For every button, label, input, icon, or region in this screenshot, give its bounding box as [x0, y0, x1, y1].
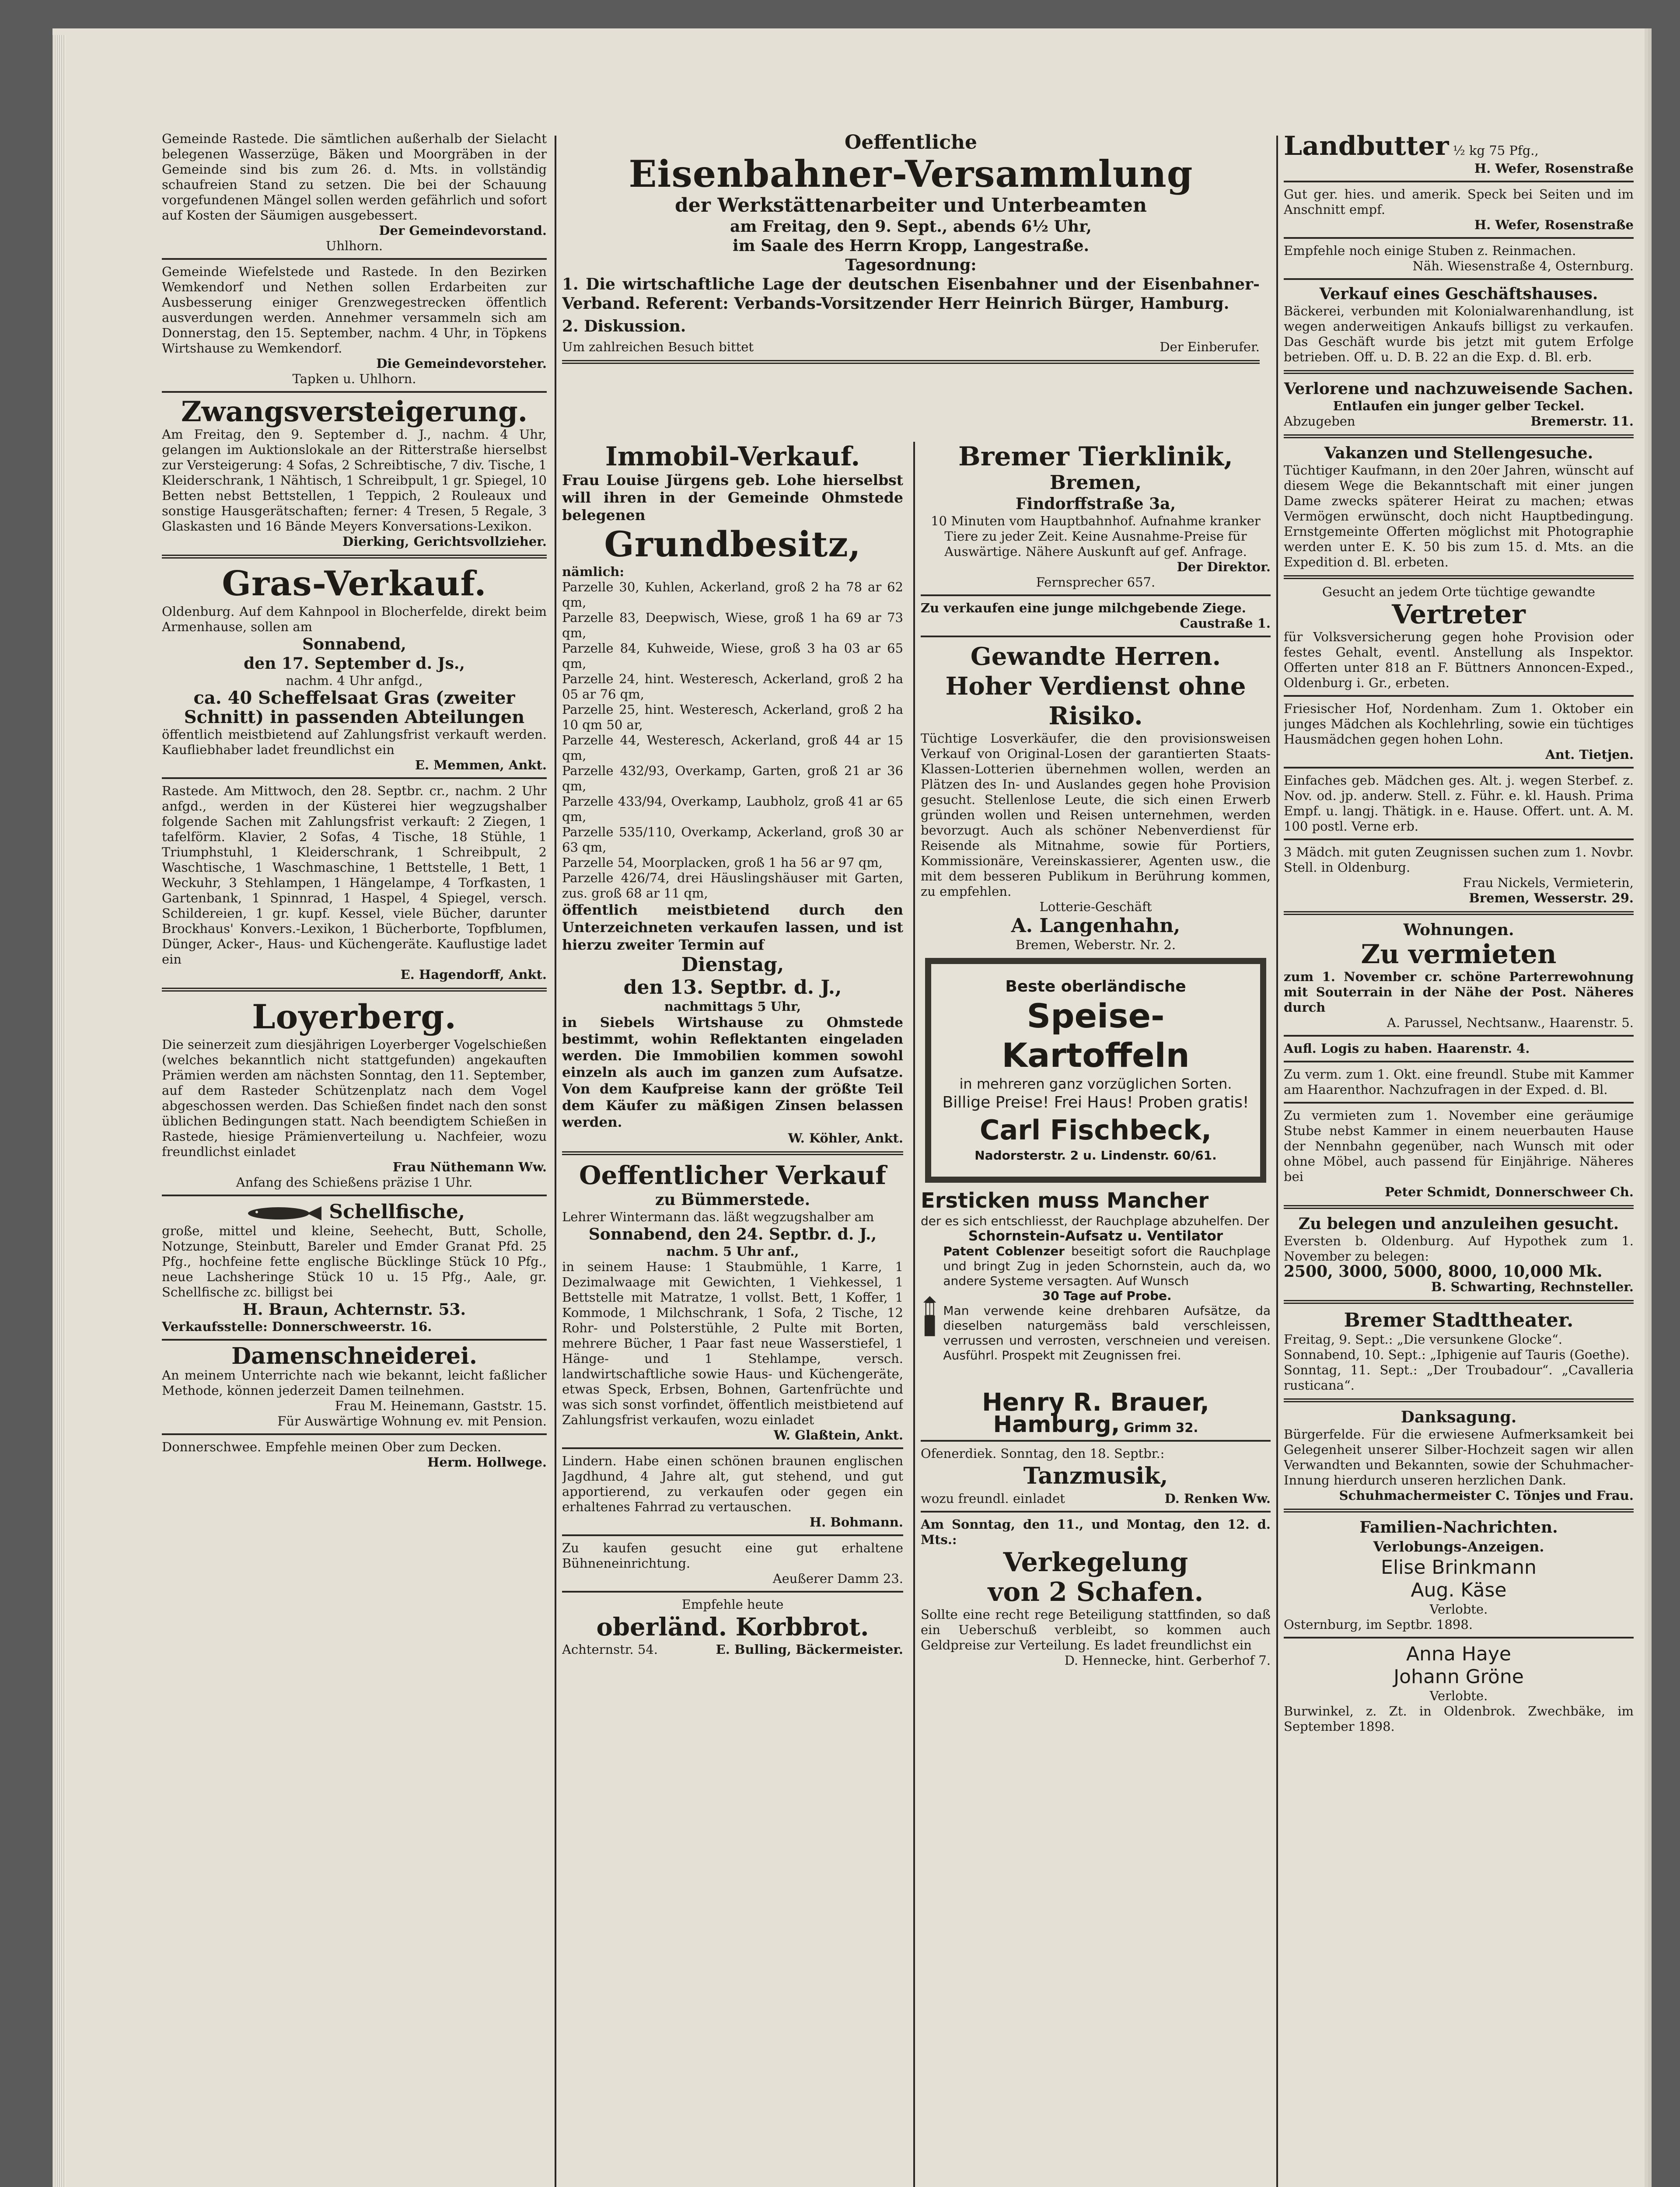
- ad-ersticken: Ersticken muss Mancher der es sich entschliesst, der Rauchplage abzuhelfen. Der Schornstein-Aufsatz u. Ventilator Patent Coblenzer beseitigt sofort die Rauchplage und bringt Zug in jeden Schornstein, auch da, wo andere Systeme versagten. Auf Wunsch 30 Tage auf Probe. Man verwende keine drehbaren Aufsätze, da dieselben naturgemäss bald verschleissen, verrussen und verrosten, verschneien und vereisen. Ausführl. Prospekt mit Zeugnissen frei. Henry R. Brauer, Hamburg, Grimm 32.: [921, 1188, 1271, 1438]
- ad-verkegelung: Am Sonntag, den 11., und Montag, den 12. d. Mts.: Verkegelung von 2 Schafen. Sollte eine recht rege Beteiligung stattfinden, so daß ein Ueberschuß verbleibt, so kommen auch Geldpreise zur Verteilung. Es ladet freundlichst ein D. Hennecke, hint. Gerberhof 7.: [921, 1517, 1271, 1668]
- column-rule: [555, 136, 556, 2187]
- list-item: Parzelle 25, hint. Westeresch, Ackerland, groß 2 ha 10 qm 50 ar,: [562, 702, 903, 732]
- ad-buehneneinrichtung: Zu kaufen gesucht eine gut erhaltene Bühneneinrichtung. Aeußerer Damm 23.: [562, 1541, 903, 1586]
- parcel-list: [562, 580, 903, 901]
- section-vakanzen: Vakanzen und Stellengesuche. Tüchtiger Kaufmann, in den 20er Jahren, wünscht auf diesem Wege die Bekanntschaft mit einer jungen Dame zwecks späterer Heirat zu machen; etwas Vermögen erwünscht, doch nicht Hauptbedingung. Ernstgemeinte Offerten möglichst mit Photographie werden unter E. K. 50 bis zum 15. d. Mts. an die Expedition d. Bl. erbeten.: [1284, 444, 1634, 569]
- ad-friesischer-hof: Friesischer Hof, Nordenham. Zum 1. Oktober ein junges Mädchen als Kochlehrling, sowie ein tüchtiges Hausmädchen gegen hohen Lohn. Ant. Tietjen.: [1284, 701, 1634, 762]
- ad-gewandte-herren: Gewandte Herren. Hoher Verdienst ohne Risiko. Tüchtige Losverkäufer, die den provisionsweisen Verkauf von Original-Losen der garantierten Staats-Klassen-Lotterien übernehmen wollen, werden an Plätzen des In- und Auslandes gegen hohe Provision gesucht. Stellenlose Leute, die sich einen Erwerb gründen wollen und Reisen unternehmen, werden bevorzugt. Auch als schöner Nebenverdienst für Reisende als Mitnahme, sowie für Portiers, Kommissionäre, Vereinskassierer, Agenten usw., die mit dem besseren Publikum in Berührung kommen, zu empfehlen. Lotterie-Geschäft A. Langenhahn, Bremen, Weberstr. Nr. 2.: [921, 642, 1271, 952]
- list-item: Parzelle 83, Deepwisch, Wiese, groß 1 ha 69 ar 73 qm,: [562, 610, 903, 640]
- ad-reinmachen: Empfehle noch einige Stuben z. Reinmachen. Näh. Wiesenstraße 4, Osternburg.: [1284, 243, 1634, 273]
- ad-3-maedchen: 3 Mädch. mit guten Zeugnissen suchen zum 1. Novbr. Stell. in Oldenburg. Frau Nickels, Vermieterin, Bremen, Wesserstr. 29.: [1284, 845, 1634, 905]
- section-verlorene-sachen: Verlorene und nachzuweisende Sachen. Entlaufen ein junger gelber Teckel. Abzugeben Bremerstr. 11.: [1284, 380, 1634, 429]
- ad-donnerschwee: Donnerschwee. Empfehle meinen Ober zum Decken. Herm. Hollwege.: [162, 1439, 547, 1470]
- list-item: Parzelle 30, Kuhlen, Ackerland, groß 2 ha 78 ar 62 qm,: [562, 580, 903, 610]
- ad-rastede-auction: Rastede. Am Mittwoch, den 28. Septbr. cr., nachm. 2 Uhr anfgd., werden in der Küsterei hier wegzugshalber folgende Sachen mit Zahlungsfrist verkauft: 2 Ziegen, 1 tafelförm. Klavier, 2 Sofas, 4 Tische, 18 Stühle, 1 Triumphstuhl, 1 Kleiderschrank, 1 Schreibpult, 2 Waschtische, 1 Waschmaschine, 1 Bettstelle, 1 Bett, 1 Weckuhr, 3 Stehlampen, 1 Hängelampe, 4 Torfkasten, 1 Gartenbank, 1 Spinnrad, 1 Haspel, 4 Spiegel, versch. Schildereien, 1 gr. kupf. Kessel, viele Bücher, darunter Brockhaus' Konvers.-Lexikon, 1 Bücherborte, Topfblumen, Dünger, Acker-, Haus- und Küchengeräte. Kauflustige ladet ein E. Hagendorff, Ankt.: [162, 783, 547, 982]
- list-item: Parzelle 433/94, Overkamp, Laubholz, groß 41 ar 65 qm,: [562, 794, 903, 824]
- chimney-ventilator-icon: [921, 1244, 939, 1388]
- ad-stube-2: Zu vermieten zum 1. November eine geräumige Stube nebst Kammer in einem neuerbauten Hause der Nennbahn gegenüber, nach Wunsch mit oder ohne Möbel, auch passend für Einjährige. Näheres bei Peter Schmidt, Donnerschweer Ch.: [1284, 1108, 1634, 1199]
- ad-gras-verkauf: Gras-Verkauf. Oldenburg. Auf dem Kahnpool in Blocherfelde, direkt beim Armenhause, sollen am Sonnabend, den 17. September d. Js., nachm. 4 Uhr anfgd., ca. 40 Scheffelsaat Gras (zweiter Schnitt) in passenden Abteilungen öffentlich meistbietend auf Zahlungsfrist verkauft werden. Kaufliebhaber ladet freundlichst ein E. Memmen, Ankt.: [162, 564, 547, 772]
- ad-vertreter: Gesucht an jedem Orte tüchtige gewandte Vertreter für Volksversicherung gegen hohe Provision oder festes Gehalt, eventl. Anstellung als Inspektor. Offerten unter 818 an F. Büttners Annoncen-Exped., Oldenburg i. Gr., erbeten.: [1284, 584, 1634, 690]
- section-familien-nachrichten: Familien-Nachrichten. Verlobungs-Anzeigen. Elise Brinkmann Aug. Käse Verlobte. Osternburg, im Septbr. 1898. Anna Haye Johann Gröne Verlobte. Burwinkel, z. Zt. in Oldenbrok. Zwechbäke, im September 1898.: [1284, 1518, 1634, 1734]
- column-3: [921, 442, 1271, 1672]
- ad-stadttheater: Bremer Stadttheater. Freitag, 9. Sept.: „Die versunkene Glocke“. Sonnabend, 10. Sept.: „Iphigenie auf Tauris (Goethe). Sonntag, 11. Sept.: „Der Troubadour“. „Cavalleria rusticana“.: [1284, 1309, 1634, 1393]
- ad-zwangsversteigerung: Zwangsversteigerung. Am Freitag, den 9. September d. J., nachm. 4 Uhr, gelangen im Auktionslokale an der Ritterstraße hierselbst zur Versteigerung: 4 Sofas, 2 Schreibtische, 7 div. Tische, 1 Kleiderschrank, 1 Nähtisch, 1 Schreibpult, 1 gr. Spiegel, 10 Betten nebst Bettstellen, 1 Teppich, 2 Rouleaux und sonstige Hausgerätschaften; ferner: 4 Tresen, 5 Regale, 3 Glaskasten und 16 Bände Meyers Konversations-Lexikon. Dierking, Gerichtsvollzieher.: [162, 395, 547, 549]
- ad-loyerberg: Loyerberg. Die seinerzeit zum diesjährigen Loyerberger Vogelschießen (welches bekanntlich nicht stattgefunden) angekauften Prämien werden am nächsten Sonntag, den 11. September, auf dem Rasteder Schützenplatz nach dem Vogel abgeschossen werden. Das Schießen findet nach den sonst üblichen Bedingungen statt. Nach beendigtem Schießen in Rastede, hiesige Prämienverteilung u. Nachfeier, wozu freundlichst einladet Frau Nüthemann Ww. Anfang des Schießens präzise 1 Uhr.: [162, 997, 547, 1190]
- ad-schellfische: Schellfische, große, mittel und kleine, Seehecht, Butt, Scholle, Notzunge, Steinbutt, Bareler und Emder Granat Pfd. 25 Pfg., hochfeine fette englische Bücklinge Stück 10 Pfg., neue Lachsheringe Stück 10 u. 15 Pfg., Aale, gr. Schellfische zc. billigst bei H. Braun, Achternstr. 53. Verkaufsstelle: Donnerschweerstr. 16.: [162, 1201, 547, 1334]
- ad-korbbrot: Empfehle heute oberländ. Korbbrot. Achternstr. 54. E. Bulling, Bäckermeister.: [562, 1597, 903, 1657]
- list-item: Parzelle 44, Westeresch, Ackerland, groß 44 ar 15 qm,: [562, 733, 903, 763]
- ad-einfaches-maedchen: Einfaches geb. Mädchen ges. Alt. j. wegen Sterbef. z. Nov. od. jp. anderw. Stell. z. Führ. e. kl. Haush. Prima Empf. u. langj. Thätigk. in e. Hause. Offert. unt. A. M. 100 postl. Verne erb.: [1284, 773, 1634, 834]
- ad-speck: Gut ger. hies. und amerik. Speck bei Seiten und im Anschnitt empf. H. Wefer, Rosenstraße: [1284, 187, 1634, 232]
- fish-icon: [244, 1205, 322, 1222]
- ad-danksagung: Danksagung. Bürgerfelde. Für die erwiesene Aufmerksamkeit bei Gelegenheit unserer Silber-Hochzeit sagen wir allen Verwandten und Bekannten, sowie der Schuhmacher-Innung hierdurch unseren herzlichen Dank. Schuhmachermeister C. Tönjes und Frau.: [1284, 1408, 1634, 1503]
- section-wohnungen: Wohnungen. Zu vermieten zum 1. November cr. schöne Parterrewohnung mit Souterrain in der Nähe der Post. Näheres durch A. Parussel, Nechtsanw., Haarenstr. 5.: [1284, 921, 1634, 1030]
- ad-immobil-verkauf: Immobil-Verkauf. Frau Louise Jürgens geb. Lohe hierselbst will ihren in der Gemeinde Ohmstede belegenen Grundbesitz, nämlich: Parzelle 30, Kuhlen, Ackerland, groß 2 ha 78 ar 62 qm, Parzelle 83, Deepwisch, Wiese, groß 1 ha 69 ar 73 qm, Parzelle 84, Kuhweide, Wiese, groß 3 ha 03 ar 65 qm, Parzelle 24, hint. Westeresch, Ackerland, groß 2 ha 05 ar 76 qm, Parzelle 25, hint. Westeresch, Ackerland, groß 2 ha 10 qm 50 ar, Parzelle 44, Westeresch, Ackerland, groß 44 ar 15 qm, Parzelle 432/93, Overkamp, Garten, groß 21 ar 36 qm, Parzelle 433/94, Overkamp, Laubholz, groß 41 ar 65 qm, Parzelle 535/110, Overkamp, Ackerland, groß 30 ar 63 qm, Parzelle 54, Moorplacken, groß 1 ha 56 ar 97 qm, Parzelle 426/74, drei Häuslingshäuser mit Garten, zus. groß 68 ar 11 qm, öffentlich meistbietend durch den Unterzeichneten verkaufen lassen, und ist hierzu zweiter Termin auf Dienstag, den 13. Septbr. d. J., nachmittags 5 Uhr, in Siebels Wirtshause zu Ohmstede bestimmt, wohin Reflektanten eingeladen werden. Die Immobilien kommen sowohl einzeln als auch im ganzen zum Aufsatze. Von dem Kaufpreise kann der größte Teil dem Käufer zu mäßigen Zinsen belassen werden. W. Köhler, Ankt.: [562, 442, 903, 1146]
- ad-ziege: Zu verkaufen eine junge milchgebende Ziege. Caustraße 1.: [921, 601, 1271, 631]
- column-rule: [1276, 136, 1278, 2187]
- page-edge: [52, 35, 66, 2187]
- column-4: [1284, 131, 1634, 1738]
- list-item: Parzelle 535/110, Overkamp, Ackerland, groß 30 ar 63 qm,: [562, 824, 903, 855]
- column-rule: [913, 442, 915, 2187]
- eisenbahner-ad: Oeffentliche Eisenbahner-Versammlung der Werkstättenarbeiter und Unterbeamten am Freitag, den 9. Sept., abends 6½ Uhr, im Saale des Herrn Kropp, Langestraße. Tagesordnung: 1. Die wirtschaftliche Lage der deutschen Eisenbahner und der Eisenbahner-Verband. Referent: Verbands-Vorsitzender Herr Heinrich Bürger, Hamburg. 2. Diskussion. Um zahlreichen Besuch bittet Der Einberufer.: [562, 131, 1260, 369]
- ad-damenschneiderei: Damenschneiderei. An meinem Unterrichte nach wie bekannt, leicht faßlicher Methode, können jederzeit Damen teilnehmen. Frau M. Heinemann, Gaststr. 15. Für Auswärtige Wohnung ev. mit Pension.: [162, 1343, 547, 1429]
- ad-kartoffeln: Beste oberländische Speise- Kartoffeln in mehreren ganz vorzüglichen Sorten. Billige Preise! Frei Haus! Proben gratis! Carl Fischbeck, Nadorsterstr. 2 u. Lindenstr. 60/61.: [925, 958, 1266, 1183]
- ad-oeffentlicher-verkauf: Oeffentlicher Verkauf zu Bümmerstede. Lehrer Wintermann das. läßt wegzugshalber am Sonnabend, den 24. Septbr. d. J., nachm. 5 Uhr anf., in seinem Hause: 1 Staubmühle, 1 Karre, 1 Dezimalwaage mit Gewichten, 1 Viehkessel, 1 Bettstelle mit Matratze, 1 vollst. Bett, 1 Koffer, 1 Kommode, 1 Milchschrank, 1 Sofa, 2 Tische, 12 Rohr- und Polsterstühle, 2 Pulte mit Borten, mehrere Bücher, 1 Paar fast neue Wasserstiefel, 1 Hänge- und 1 Stehlampe, versch. landwirtschaftliche sowie Haus- und Küchengeräte, etwas Speck, Erbsen, Bohnen, Gartenfrüchte und was sich sonst vorfindet, öffentlich meistbietend auf Zahlungsfrist verkaufen, wozu einladet W. Glaßtein, Ankt.: [562, 1160, 903, 1443]
- list-item: Parzelle 54, Moorplacken, groß 1 ha 56 ar 97 qm,: [562, 855, 883, 870]
- ad-tierklinik: Bremer Tierklinik, Bremen, Findorffstraße 3a, 10 Minuten vom Hauptbahnhof. Aufnahme kranker Tiere zu jeder Zeit. Keine Ausnahme-Preise für Auswärtige. Nähere Auskunft auf gef. Anfrage. Der Direktor. Fernsprecher 657.: [931, 442, 1271, 590]
- ad-tanzmusik: Ofenerdiek. Sonntag, den 18. Septbr.: Tanzmusik, wozu freundl. einladet D. Renken Ww.: [921, 1446, 1271, 1506]
- list-item: Parzelle 24, hint. Westeresch, Ackerland, groß 2 ha 05 ar 76 qm,: [562, 671, 903, 702]
- column-1: [162, 131, 547, 1474]
- list-item: Parzelle 426/74, drei Häuslingshäuser mit Garten, zus. groß 68 ar 11 qm,: [562, 870, 903, 901]
- column-2: [562, 442, 903, 1661]
- ad-geschaeftshaus: Verkauf eines Geschäftshauses. Bäckerei, verbunden mit Kolonialwarenhandlung, ist wegen anderweitigen Ankaufs billigst zu verkaufen. Das Geschäft wurde bis jetzt mit gutem Erfolge betrieben. Off. u. D. B. 22 an die Exp. d. Bl. erb.: [1284, 285, 1634, 364]
- ad-hypothek: Zu belegen und anzuleihen gesucht. Eversten b. Oldenburg. Auf Hypothek zum 1. November zu belegen: 2500, 3000, 5000, 8000, 10,000 Mk. B. Schwarting, Rechnsteller.: [1284, 1215, 1634, 1294]
- ad-lindern: Lindern. Habe einen schönen braunen englischen Jagdhund, 4 Jahre alt, gut stehend, und gut apportierend, zu verkaufen oder gegen ein erhaltenes Fahrrad zu vertauschen. H. Bohmann.: [562, 1453, 903, 1530]
- ad-landbutter: Landbutter ½ kg 75 Pfg., H. Wefer, Rosenstraße: [1284, 131, 1634, 176]
- ad-wiefelstede: Gemeinde Wiefelstede und Rastede. In den Bezirken Wemkendorf und Nethen sollen Erdarbeiten zur Ausbesserung einiger Grenzwegestrecken öffentlich ausverdungen werden. Annehmer versammeln sich am Donnerstag, den 15. September, nachm. 4 Uhr, in Töpkens Wirtshause zu Wemkendorf. Die Gemeindevorsteher. Tapken u. Uhlhorn.: [162, 264, 547, 386]
- list-item: Parzelle 432/93, Overkamp, Garten, groß 21 ar 36 qm,: [562, 763, 903, 793]
- ad-gemeinde-rastede: Gemeinde Rastede. Die sämtlichen außerhalb der Sielacht belegenen Wasserzüge, Bäken und Moorgräben in der Gemeinde sind bis zum 26. d. Mts. in vollständig schaufreien Stand zu setzen. Die bei der Schauung vorgefundenen Mängel sollen werden gefährlich und sofort auf Kosten der Säumigen ausgebessert. Der Gemeindevorstand. Uhlhorn.: [162, 131, 547, 253]
- list-item: Parzelle 84, Kuhweide, Wiese, groß 3 ha 03 ar 65 qm,: [562, 641, 903, 671]
- ad-logis: Aufl. Logis zu haben. Haarenstr. 4.: [1284, 1041, 1530, 1056]
- ad-stube: Zu verm. zum 1. Okt. eine freundl. Stube mit Kammer am Haarenthor. Nachzufragen in der Exped. d. Bl.: [1284, 1067, 1634, 1097]
